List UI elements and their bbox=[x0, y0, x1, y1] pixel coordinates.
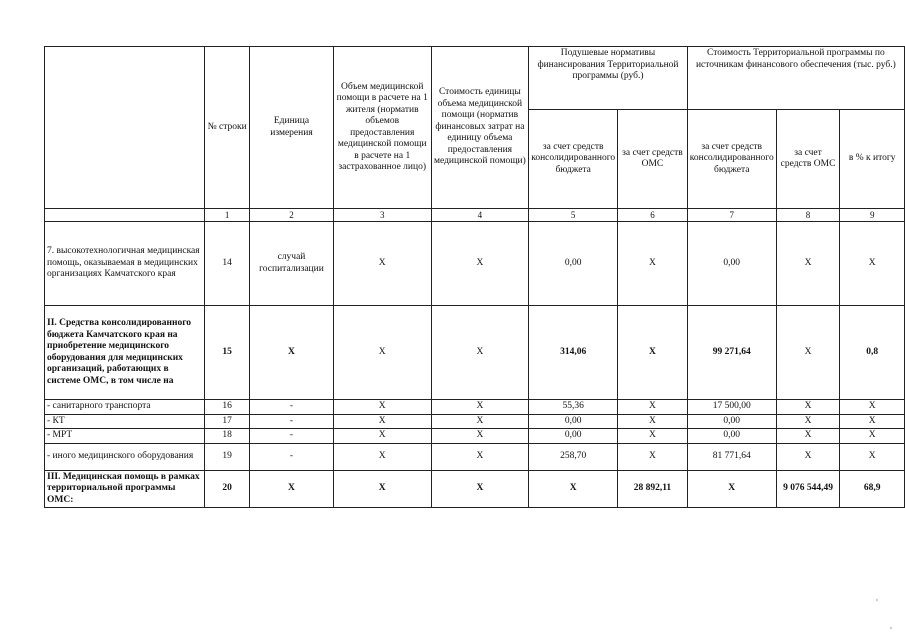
row-percent: Х bbox=[840, 222, 905, 306]
row-unit: Х bbox=[250, 306, 334, 400]
table-row bbox=[45, 443, 905, 470]
row-ct-budget: 17 500,00 bbox=[687, 400, 776, 415]
row-percent: Х bbox=[840, 400, 905, 415]
column-index-row bbox=[45, 209, 905, 222]
row-pc-oms: Х bbox=[618, 443, 688, 470]
row-cost: Х bbox=[431, 306, 529, 400]
col-index: 1 bbox=[205, 209, 250, 222]
row-pc-budget: Х bbox=[529, 470, 618, 508]
col-index: 4 bbox=[431, 209, 529, 222]
table-row bbox=[45, 414, 905, 429]
row-pc-budget: 0,00 bbox=[529, 222, 618, 306]
row-percent: 68,9 bbox=[840, 470, 905, 508]
header-row-no: № строки bbox=[205, 47, 250, 209]
col-index-blank bbox=[45, 209, 205, 222]
row-cost: Х bbox=[431, 443, 529, 470]
header-ct-oms: за счет средств ОМС bbox=[776, 110, 840, 209]
header-pc-budget: за счет средств консолидированного бюджета bbox=[529, 110, 618, 209]
scan-speck bbox=[876, 599, 878, 601]
row-percent: Х bbox=[840, 429, 905, 444]
row-percent: Х bbox=[840, 443, 905, 470]
col-index: 3 bbox=[333, 209, 431, 222]
table-row bbox=[45, 222, 905, 306]
header-volume: Объем медицинской помощи в расчете на 1 жителя (норматив объемов предоставления медицинской помощи в расчете на 1 застрахованное лицо) bbox=[333, 47, 431, 209]
row-ct-oms: Х bbox=[776, 222, 840, 306]
row-pc-oms: Х bbox=[618, 429, 688, 444]
row-volume: Х bbox=[333, 470, 431, 508]
row-no: 15 bbox=[205, 306, 250, 400]
row-pc-oms: Х bbox=[618, 222, 688, 306]
header-unit: Единица измерения bbox=[250, 47, 334, 209]
row-pc-budget: 258,70 bbox=[529, 443, 618, 470]
header-cost-total: Стоимость Территориальной программы по источникам финансового обеспечения (тыс. руб.) bbox=[687, 47, 904, 110]
table-row bbox=[45, 470, 905, 508]
row-unit: Х bbox=[250, 470, 334, 508]
row-ct-oms: 9 076 544,49 bbox=[776, 470, 840, 508]
row-unit: - bbox=[250, 429, 334, 444]
row-volume: Х bbox=[333, 400, 431, 415]
row-no: 14 bbox=[205, 222, 250, 306]
row-pc-budget: 0,00 bbox=[529, 429, 618, 444]
row-ct-oms: Х bbox=[776, 429, 840, 444]
row-volume: Х bbox=[333, 306, 431, 400]
row-ct-oms: Х bbox=[776, 306, 840, 400]
col-index: 7 bbox=[687, 209, 776, 222]
row-pc-oms: Х bbox=[618, 414, 688, 429]
row-ct-budget: Х bbox=[687, 470, 776, 508]
scan-speck bbox=[890, 627, 892, 629]
row-name: 7. высокотехнологичная медицинская помощь, оказываемая в медицинских организациях Камчатского края bbox=[45, 222, 205, 306]
row-ct-budget: 81 771,64 bbox=[687, 443, 776, 470]
col-index: 9 bbox=[840, 209, 905, 222]
header-name-cell bbox=[45, 47, 205, 209]
row-ct-oms: Х bbox=[776, 443, 840, 470]
row-name: - иного медицинского оборудования bbox=[45, 443, 205, 470]
row-name: II. Средства консолидированного бюджета Камчатского края на приобретение медицинского оборудования для медицинских организаций, работающих в системе ОМС, в том числе на bbox=[45, 306, 205, 400]
row-ct-oms: Х bbox=[776, 414, 840, 429]
row-unit: - bbox=[250, 443, 334, 470]
row-no: 19 bbox=[205, 443, 250, 470]
table-row bbox=[45, 400, 905, 415]
row-no: 16 bbox=[205, 400, 250, 415]
row-cost: Х bbox=[431, 414, 529, 429]
header-percent: в % к итогу bbox=[840, 110, 905, 209]
row-name: - МРТ bbox=[45, 429, 205, 444]
table-row bbox=[45, 429, 905, 444]
row-pc-oms: Х bbox=[618, 306, 688, 400]
row-pc-budget: 0,00 bbox=[529, 414, 618, 429]
col-index: 6 bbox=[618, 209, 688, 222]
row-pc-budget: 314,06 bbox=[529, 306, 618, 400]
row-ct-budget: 0,00 bbox=[687, 222, 776, 306]
row-pc-oms: 28 892,11 bbox=[618, 470, 688, 508]
row-pc-oms: Х bbox=[618, 400, 688, 415]
row-ct-budget: 99 271,64 bbox=[687, 306, 776, 400]
row-no: 18 bbox=[205, 429, 250, 444]
row-percent: Х bbox=[840, 414, 905, 429]
col-index: 2 bbox=[250, 209, 334, 222]
header-per-capita: Подушевые нормативы финансирования Территориальной программы (руб.) bbox=[529, 47, 688, 110]
row-unit: случай госпитализации bbox=[250, 222, 334, 306]
col-index: 8 bbox=[776, 209, 840, 222]
territorial-program-table bbox=[44, 46, 905, 508]
row-pc-budget: 55,36 bbox=[529, 400, 618, 415]
row-cost: Х bbox=[431, 400, 529, 415]
table-row bbox=[45, 306, 905, 400]
row-volume: Х bbox=[333, 429, 431, 444]
row-no: 17 bbox=[205, 414, 250, 429]
row-volume: Х bbox=[333, 222, 431, 306]
row-volume: Х bbox=[333, 443, 431, 470]
header-cost: Стоимость единицы объема медицинской помощи (норматив финансовых затрат на единицу объема предоставления медицинской помощи) bbox=[431, 47, 529, 209]
header-pc-oms: за счет средств ОМС bbox=[618, 110, 688, 209]
header-ct-budget: за счет средств консолидированного бюджета bbox=[687, 110, 776, 209]
row-cost: Х bbox=[431, 470, 529, 508]
header-row-1 bbox=[45, 47, 905, 110]
col-index: 5 bbox=[529, 209, 618, 222]
row-percent: 0,8 bbox=[840, 306, 905, 400]
row-name: III. Медицинская помощь в рамках территориальной программы ОМС: bbox=[45, 470, 205, 508]
row-ct-oms: Х bbox=[776, 400, 840, 415]
row-unit: - bbox=[250, 414, 334, 429]
row-cost: Х bbox=[431, 429, 529, 444]
row-ct-budget: 0,00 bbox=[687, 429, 776, 444]
row-unit: - bbox=[250, 400, 334, 415]
row-volume: Х bbox=[333, 414, 431, 429]
row-cost: Х bbox=[431, 222, 529, 306]
row-no: 20 bbox=[205, 470, 250, 508]
row-ct-budget: 0,00 bbox=[687, 414, 776, 429]
row-name: - КТ bbox=[45, 414, 205, 429]
row-name: - санитарного транспорта bbox=[45, 400, 205, 415]
